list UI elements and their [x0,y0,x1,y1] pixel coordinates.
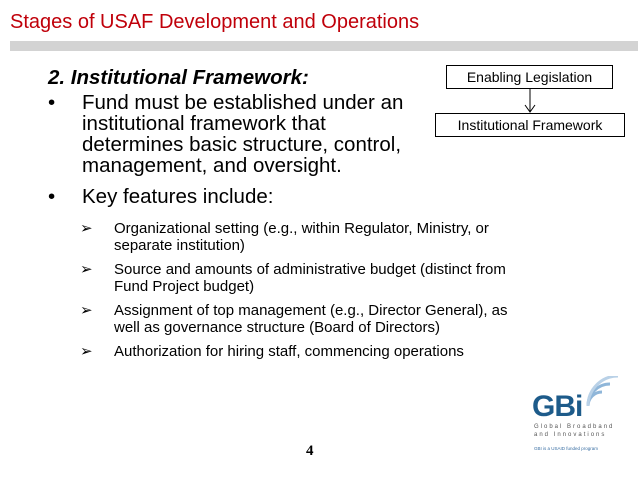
bullet-mark: • [48,91,56,114]
arrow-bullet-icon: ➢ [80,261,93,278]
logo-footnote: GBI is a USAID funded program [534,446,599,451]
sub-bullet-line: well as governance structure (Board of Directors) [114,319,440,336]
arrow-bullet-icon: ➢ [80,343,93,360]
down-arrow-icon [524,89,536,113]
bullet-line: institutional framework that [82,112,326,135]
page-number: 4 [306,443,314,459]
wifi-signal-icon [582,376,622,416]
sub-bullet-text [114,302,594,336]
sub-bullet-text [114,261,594,295]
slide-title: Stages of USAF Development and Operations [10,11,420,33]
arrow-bullet-icon: ➢ [80,220,93,237]
sub-bullet-line: Assignment of top management (e.g., Director General), as [114,302,508,319]
sub-bullet-line: Fund Project budget) [114,278,255,295]
logo-tagline: Global Broadband [534,424,615,430]
enabling-legislation-box: Enabling Legislation [446,65,613,89]
logo-tagline: and Innovations [534,432,607,438]
sub-bullet-line: Source and amounts of administrative budget (distinct from [114,261,506,278]
sub-bullet-line: Authorization for hiring staff, commencing operations [114,343,464,360]
logo-wordmark: GBi [532,390,583,423]
section-heading: 2. Institutional Framework: [48,66,309,89]
bullet-text [82,92,403,176]
sub-bullet-line: separate institution) [114,237,245,254]
sub-bullet-text [114,220,594,254]
bullet-line: management, and oversight. [82,154,342,177]
arrow-bullet-icon: ➢ [80,302,93,319]
bullet-mark: • [48,185,56,208]
title-divider [10,41,638,51]
institutional-framework-box: Institutional Framework [435,113,625,137]
sub-bullet-line: Organizational setting (e.g., within Regulator, Ministry, or [114,220,489,237]
sub-bullet-text [114,343,594,360]
bullet-line: determines basic structure, control, [82,133,402,156]
gbi-logo [520,376,630,456]
bullet-line: Key features include: [82,185,274,208]
bullet-line: Fund must be established under an [82,91,404,114]
bullet-text [82,186,273,207]
